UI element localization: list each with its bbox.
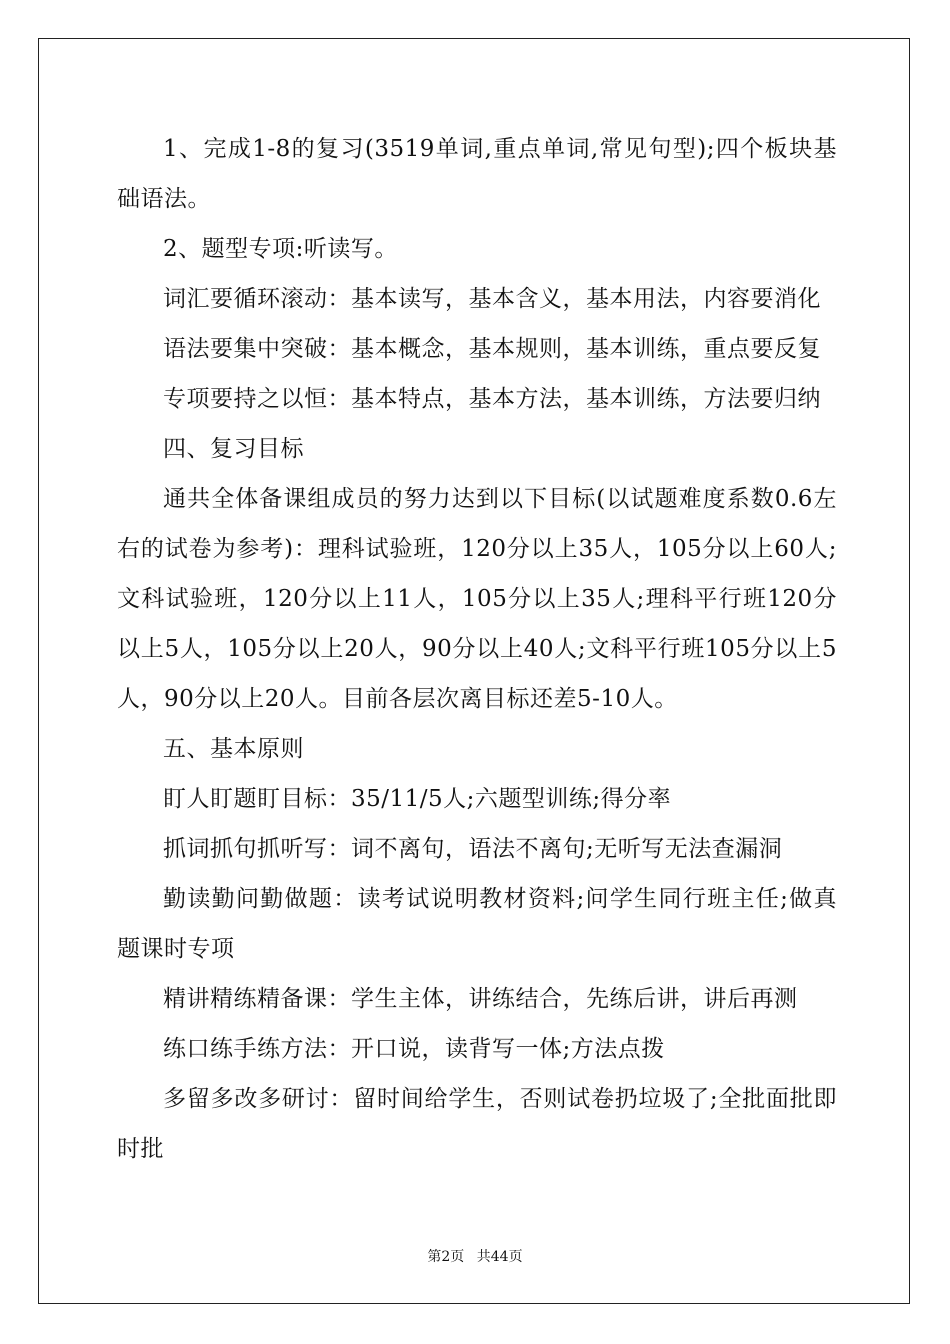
page-number: 第2页 [427, 1249, 465, 1265]
paragraph-question-types: 2、题型专项:听读写。 [163, 236, 398, 262]
section-heading-basic-principles: 五、基本原则 [163, 736, 304, 762]
paragraph-special-topics: 专项要持之以恒：基本特点，基本方法，基本训练，方法要归纳 [163, 386, 821, 412]
paragraph-principle-2: 抓词抓句抓听写：词不离句，语法不离句;无听写无法查漏洞 [163, 836, 783, 862]
paragraph-principle-5: 练口练手练方法：开口说，读背写一体;方法点拨 [163, 1036, 665, 1062]
paragraph-goals: 通共全体备课组成员的努力达到以下目标(以试题难度系数0.6左右的试卷为参考)：理科试验班，120分以上35人，105分以上60人;文科试验班，120分以上11人，105分以上35人;理科平行班120分以上5人，105分以上20人，90分以上40人;文科平行班105分以上5人，90分以上20人。目前各层次离目标还差5-10人。 [117, 486, 837, 712]
paragraph-principle-1: 盯人盯题盯目标：35/11/5人;六题型训练;得分率 [163, 786, 672, 812]
paragraph-principle-4: 精讲精练精备课：学生主体，讲练结合，先练后讲，讲后再测 [163, 986, 798, 1012]
total-pages: 共44页 [476, 1249, 523, 1265]
paragraph-review-scope: 1、完成1-8的复习(3519单词,重点单词,常见句型);四个板块基础语法。 [117, 136, 837, 212]
paragraph-vocabulary: 词汇要循环滚动：基本读写，基本含义，基本用法，内容要消化 [163, 286, 821, 312]
document-body [117, 124, 837, 1174]
section-heading-review-goals: 四、复习目标 [163, 436, 304, 462]
page-footer [0, 1246, 950, 1266]
paragraph-principle-6: 多留多改多研讨：留时间给学生，否则试卷扔垃圾了;全批面批即时批 [117, 1086, 837, 1162]
paragraph-grammar: 语法要集中突破：基本概念，基本规则，基本训练，重点要反复 [163, 336, 821, 362]
paragraph-principle-3: 勤读勤问勤做题：读考试说明教材资料;问学生同行班主任;做真题课时专项 [117, 886, 837, 962]
